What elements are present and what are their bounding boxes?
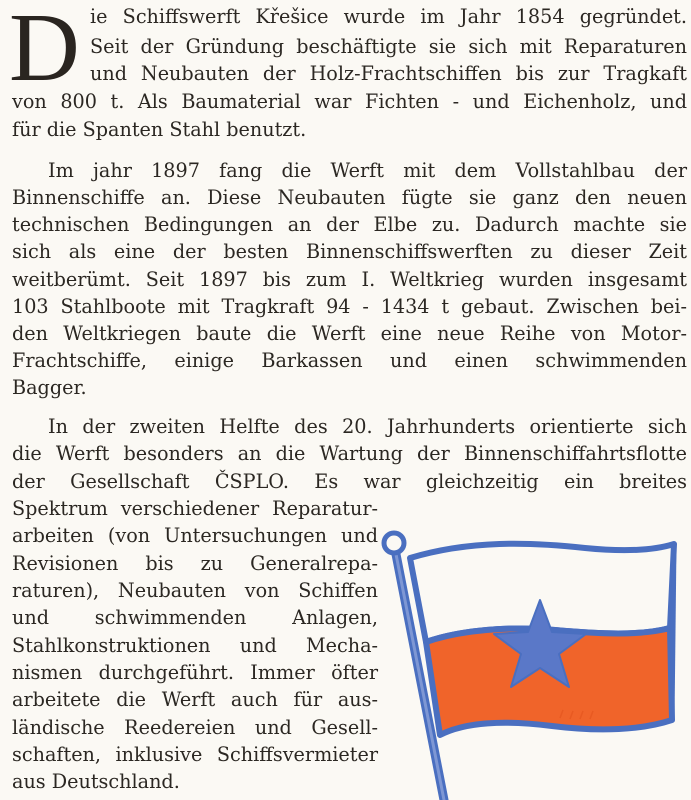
text-line: Bagger. xyxy=(12,376,87,399)
text-line: schaften, inklusive Schiffsvermieter xyxy=(12,743,378,766)
text-line: Binnenschiffe an. Diese Neubauten fügte sie ganz den neuen xyxy=(12,186,687,209)
text-line: aus Deutschland. xyxy=(12,770,180,793)
text-line: der Gesellschaft ČSPLO. Es war gleichzeitig ein breites xyxy=(12,470,687,493)
flag-icon xyxy=(380,530,691,800)
text-line: Revisionen bis zu Generalrepa- xyxy=(12,552,378,575)
text-line: ie Schiffswerft Křešice wurde im Jahr 1854 gegründet. xyxy=(90,5,687,28)
text-line: 103 Stahlboote mit Tragkraft 94 - 1434 t gebaut. Zwischen bei- xyxy=(12,295,687,318)
text-line: und Neubauten der Holz-Frachtschiffen bis zur Tragkaft xyxy=(90,62,687,85)
text-line: Spektrum verschiedener Reparatur- xyxy=(12,497,378,520)
text-line: Stahlkonstruktionen und Mecha- xyxy=(12,634,378,657)
text-line: die Werft besonders an die Wartung der Binnenschiffahrtsflotte xyxy=(12,442,687,465)
text-line: Im jahr 1897 fang die Werft mit dem Vollstahlbau der xyxy=(48,159,687,182)
text-line: nismen durchgeführt. Immer öfter xyxy=(12,661,378,684)
text-line: ländische Reedereien und Gesell- xyxy=(12,716,378,739)
text-line: für die Spanten Stahl benutzt. xyxy=(12,118,307,141)
text-line: raturen), Neubauten von Schiffen xyxy=(12,579,378,602)
text-line: Seit der Gründung beschäftigte sie sich mit Reparaturen xyxy=(90,35,687,58)
text-line: arbeiten (von Untersuchungen und xyxy=(12,524,378,547)
drop-cap: D xyxy=(9,0,80,102)
text-line: In der zweiten Helfte des 20. Jahrhunderts orientierte sich xyxy=(48,415,687,438)
text-line: von 800 t. Als Baumaterial war Fichten - und Eichenholz, und xyxy=(12,90,687,113)
text-line: und schwimmenden Anlagen, xyxy=(12,606,378,629)
text-line: Frachtschiffe, einige Barkassen und einen schwimmenden xyxy=(12,349,687,372)
text-line: den Weltkriegen baute die Werft eine neue Reihe von Motor- xyxy=(12,322,687,345)
text-line: arbeitete die Werft auch für aus- xyxy=(12,688,378,711)
text-line: weitberümt. Seit 1897 bis zum I. Weltkrieg wurden insgesamt xyxy=(12,268,687,291)
text-line: technischen Bedingungen an der Elbe zu. Dadurch machte sie xyxy=(12,213,687,236)
flag-pole-finial xyxy=(384,533,404,553)
text-line: sich als eine der besten Binnenschiffswerften zu dieser Zeit xyxy=(12,240,687,263)
